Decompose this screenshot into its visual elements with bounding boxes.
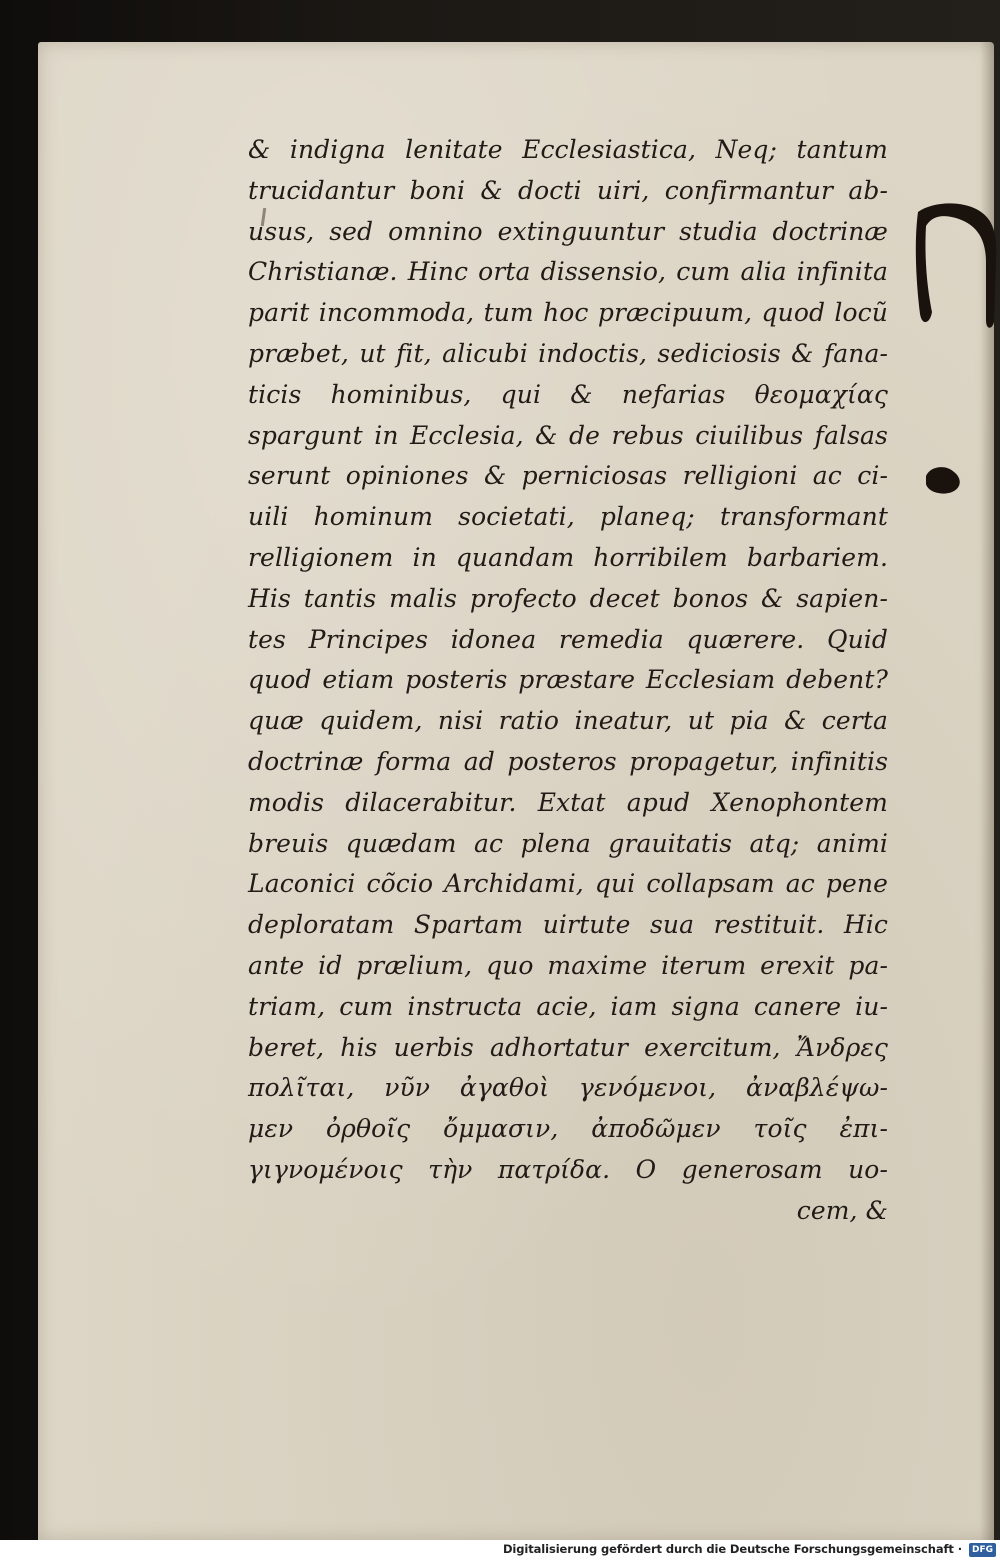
page-text	[248, 130, 888, 1232]
text-line-17: modis dilacerabitur. Extat apud Xenophontem	[248, 787, 888, 817]
text-line-09: serunt opiniones & perniciosas relligioni ac ci-	[248, 461, 888, 491]
text-line-27: cem, &	[796, 1195, 888, 1225]
text-line-22: triam, cum instructa acie, iam signa canere iu-	[248, 991, 888, 1021]
funding-credit: Digitalisierung gefördert durch die Deutsche Forschungsgemeinschaft ·	[502, 1542, 962, 1556]
text-line-20: deploratam Spartam uirtute sua restituit. Hic	[248, 910, 888, 940]
text-line-13: tes Principes idonea remedia quærere. Quid	[248, 624, 888, 654]
ink-blot-mark	[922, 462, 964, 496]
text-line-03: usus, sed omnino extinguuntur studia doctrinæ	[248, 216, 888, 246]
text-line-24: πολῖται, νῦν ἀγαθοὶ γενόμενοι, ἀναβλέψω-	[248, 1073, 888, 1103]
text-line-06: præbet, ut fit, alicubi indoctis, sediciosis & fana-	[248, 338, 888, 368]
text-line-10: uili hominum societati, planeq; transformant	[248, 502, 888, 532]
text-line-04: Christianæ. Hinc orta dissensio, cum alia infinita	[248, 257, 888, 287]
dfg-logo-icon: DFG	[969, 1543, 996, 1557]
digitization-footer	[0, 1540, 1000, 1560]
text-line-11: relligionem in quandam horribilem barbariem.	[248, 542, 888, 572]
text-line-07: ticis hominibus, qui & nefarias θεομαχίας	[248, 379, 888, 409]
text-line-08: spargunt in Ecclesia, & de rebus ciuilibus falsas	[248, 420, 888, 450]
text-line-18: breuis quædam ac plena grauitatis atq; animi	[248, 828, 888, 858]
text-line-01: & indigna lenitate Ecclesiastica, Neq; tantum	[248, 135, 888, 164]
text-line-26: γιγνομένοις τὴν πατρίδα. O generosam uo-	[248, 1154, 888, 1184]
text-line-23: beret, his uerbis adhortatur exercitum, Ἄνδρες	[248, 1032, 888, 1062]
text-line-02: trucidantur boni & docti uiri, confirmantur ab-	[248, 175, 888, 205]
text-line-14: quod etiam posteris præstare Ecclesiam debent?	[248, 665, 888, 695]
text-line-19: Laconici cõcio Archidami, qui collapsam ac pene	[248, 869, 888, 899]
text-line-16: doctrinæ forma ad posteros propagetur, infinitis	[248, 746, 888, 776]
ink-stain-mark	[912, 202, 1000, 332]
text-line-25: μεν ὀρθοῖς ὄμμασιν, ἀποδῶμεν τοῖς ἐπι-	[248, 1114, 888, 1144]
text-line-05: parit incommoda, tum hoc præcipuum, quod locũ	[248, 298, 888, 328]
text-line-21: ante id prælium, quo maxime iterum erexit pa-	[248, 950, 888, 980]
text-line-12: His tantis malis profecto decet bonos & sapien-	[248, 583, 888, 613]
text-line-15: quæ quidem, nisi ratio ineatur, ut pia & certa	[248, 706, 888, 736]
